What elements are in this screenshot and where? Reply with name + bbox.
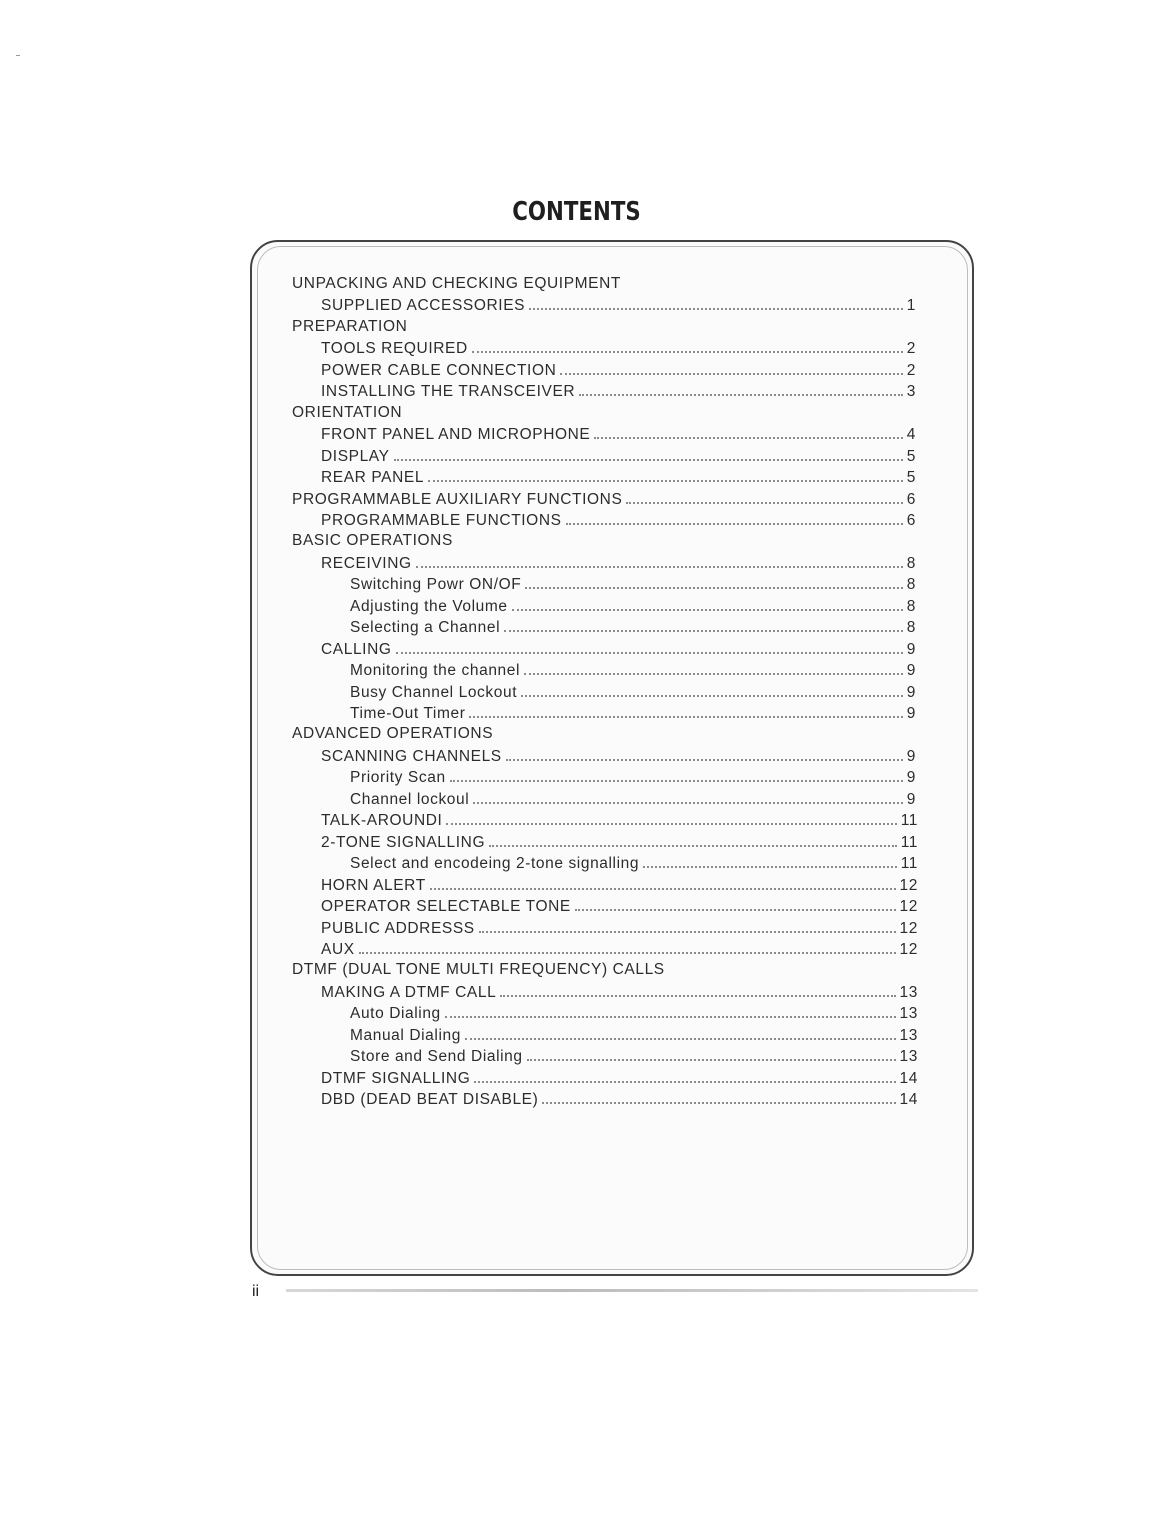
toc-entry-label: UNPACKING AND CHECKING EQUIPMENT [292, 275, 621, 292]
dot-leader [394, 445, 903, 461]
toc-entry-page: 13 [899, 983, 918, 1001]
dot-leader [527, 1045, 896, 1061]
toc-entry-page: 9 [906, 747, 916, 765]
toc-entry [321, 831, 918, 852]
toc-entry [321, 981, 918, 1002]
dot-leader [575, 895, 896, 911]
toc-entry [321, 423, 916, 444]
toc-entry-label: RECEIVING [321, 554, 412, 572]
toc-entry-label: DBD (DEAD BEAT DISABLE) [321, 1091, 539, 1109]
toc-entry [321, 509, 916, 530]
toc-section-heading [292, 273, 621, 294]
toc-entry [350, 852, 918, 873]
toc-entry-label: AUX [321, 940, 355, 958]
toc-entry [292, 488, 916, 509]
toc-entry-page: 12 [899, 919, 918, 937]
toc-entry [321, 809, 918, 830]
dot-leader [525, 573, 902, 589]
dot-leader [521, 681, 903, 697]
dot-leader [428, 466, 903, 482]
toc-section-heading [292, 959, 665, 980]
toc-entry-page: 9 [906, 683, 916, 701]
page-number: ii [252, 1283, 260, 1300]
toc-entry-page: 8 [906, 554, 916, 572]
toc-entry-page: 13 [899, 1048, 918, 1066]
toc-entry-page: 12 [899, 876, 918, 894]
dot-leader [560, 359, 902, 375]
toc-entry-label: ORIENTATION [292, 403, 403, 421]
toc-entry-label: OPERATOR SELECTABLE TONE [321, 898, 571, 916]
dot-leader [594, 423, 902, 439]
dot-leader [465, 1024, 896, 1040]
toc-entry-page: 5 [906, 469, 916, 487]
toc-entry-page: 11 [900, 833, 918, 851]
dot-leader [579, 380, 903, 396]
toc-entry-page: 8 [906, 576, 916, 594]
toc-entry [321, 337, 916, 358]
toc-entry [350, 702, 916, 723]
dot-leader [506, 745, 903, 761]
bottom-rule [286, 1289, 978, 1292]
toc-entry [321, 466, 916, 487]
dot-leader [430, 874, 896, 890]
toc-entry [350, 616, 916, 637]
toc-entry-page: 2 [906, 340, 916, 358]
toc-entry [321, 917, 918, 938]
toc-entry-label: ADVANCED OPERATIONS [292, 725, 494, 743]
dot-leader [529, 294, 903, 310]
toc-entry-label: Monitoring the channel [350, 662, 521, 680]
dot-leader [643, 852, 897, 868]
dot-leader [626, 488, 902, 504]
toc-entry-label: BASIC OPERATIONS [292, 532, 453, 550]
toc-entry-page: 8 [906, 597, 916, 615]
toc-entry [350, 1024, 918, 1045]
toc-entry [321, 1088, 918, 1109]
toc-entry-page: 9 [906, 705, 916, 722]
toc-entry [350, 681, 916, 702]
dot-leader [504, 616, 903, 632]
toc-entry-label: DISPLAY [321, 447, 390, 465]
dot-leader [396, 638, 903, 654]
toc-entry-page: 11 [900, 855, 918, 873]
dot-leader [489, 831, 897, 847]
toc-section-heading [292, 316, 407, 337]
toc-entry [350, 1002, 918, 1023]
toc-entry-page: 14 [899, 1091, 918, 1109]
toc-entry-label: Manual Dialing [350, 1026, 461, 1044]
dot-leader [445, 1002, 896, 1018]
dot-leader [500, 981, 895, 997]
toc-entry-page: 12 [899, 940, 918, 958]
toc-entry-label: SUPPLIED ACCESSORIES [321, 297, 526, 315]
toc-entry [321, 745, 916, 766]
toc-entry-page: 6 [906, 490, 916, 508]
dot-leader [450, 766, 903, 782]
toc-entry-label: INSTALLING THE TRANSCEIVER [321, 383, 576, 401]
toc-entry-label: PUBLIC ADDRESSS [321, 919, 475, 937]
dot-leader [472, 337, 903, 353]
toc-entry-label: DTMF (DUAL TONE MULTI FREQUENCY) CALLS [292, 961, 665, 979]
toc-entry-page: 4 [906, 426, 916, 444]
toc-entry-page: 11 [900, 812, 918, 830]
dot-leader [469, 702, 902, 718]
toc-entry [350, 788, 916, 809]
toc-entry-label: Switching Powr ON/OF [350, 576, 522, 594]
toc-entry-page: 9 [906, 640, 916, 658]
toc-entry [321, 1067, 918, 1088]
dot-leader [446, 809, 896, 825]
dot-leader [479, 917, 896, 933]
toc-entry-page: 12 [899, 898, 918, 916]
dot-leader [512, 595, 903, 611]
toc-entry-label: MAKING A DTMF CALL [321, 983, 497, 1001]
dot-leader [474, 1067, 895, 1083]
toc-entry [321, 552, 916, 573]
toc-entry-label: PREPARATION [292, 317, 408, 335]
toc-entry-page: 13 [899, 1005, 918, 1023]
toc-entry [321, 445, 916, 466]
dot-leader [524, 659, 903, 675]
toc-entry-label: Busy Channel Lockout [350, 683, 518, 701]
toc-entry [321, 294, 916, 315]
toc-entry-label: DTMF SIGNALLING [321, 1069, 471, 1087]
toc-entry-label: Channel lockoul [350, 790, 470, 808]
toc-entry-label: REAR PANEL [321, 469, 425, 487]
toc-entry [321, 938, 918, 959]
toc-entry [350, 1045, 918, 1066]
toc-entry-page: 5 [906, 447, 916, 465]
toc-entry [350, 573, 916, 594]
toc-entry-page: 8 [906, 619, 916, 637]
toc-entry-label: HORN ALERT [321, 876, 426, 894]
toc-entry-page: 2 [906, 361, 916, 379]
toc-entry [321, 359, 916, 380]
toc-entry-label: SCANNING CHANNELS [321, 747, 502, 765]
dot-leader [542, 1088, 895, 1104]
dot-leader [359, 938, 896, 954]
toc-entry-page: 9 [906, 790, 916, 808]
toc-entry [350, 766, 916, 787]
toc-entry-page: 3 [906, 383, 916, 401]
toc-entry-label: TOOLS REQUIRED [321, 340, 468, 358]
toc-entry-label: CALLING [321, 640, 392, 658]
toc-entry-page: 13 [899, 1026, 918, 1044]
toc-entry [321, 895, 918, 916]
toc-entry-label: PROGRAMMABLE AUXILIARY FUNCTIONS [292, 490, 623, 508]
toc-entry-label: FRONT PANEL AND MICROPHONE [321, 426, 591, 444]
dot-leader [416, 552, 903, 568]
toc-entry-label: Auto Dialing [350, 1005, 441, 1023]
toc-entry-label: Priority Scan [350, 769, 446, 787]
toc-entry-label: TALK-AROUNDI [321, 812, 443, 830]
dot-leader [566, 509, 903, 525]
toc-entry-page: 6 [906, 511, 916, 529]
toc-entry-label: Store and Send Dialing [350, 1048, 523, 1066]
toc-entry-page: 9 [906, 662, 916, 680]
toc-entry-label: Adjusting the Volume [350, 597, 508, 615]
toc-entry [350, 659, 916, 680]
toc-entry-label: PROGRAMMABLE FUNCTIONS [321, 511, 562, 529]
toc-entry-label: POWER CABLE CONNECTION [321, 361, 557, 379]
toc-entry-label: Select and encodeing 2-tone signalling [350, 855, 640, 873]
toc-entry-page: 9 [906, 769, 916, 787]
toc-entry [321, 380, 916, 401]
toc-entry-label: 2-TONE SIGNALLING [321, 833, 486, 851]
dot-leader [473, 788, 902, 804]
toc-entry-page: 1 [906, 297, 916, 315]
toc-entry-label: Time-Out Timer [350, 705, 466, 722]
toc-section-heading [292, 530, 453, 551]
toc-entry-label: Selecting a Channel [350, 619, 501, 637]
page-title: CONTENTS [512, 197, 641, 227]
toc-section-heading [292, 723, 493, 744]
toc-entry [350, 595, 916, 616]
toc-entry [321, 638, 916, 659]
toc-entry-page: 14 [899, 1069, 918, 1087]
toc-section-heading [292, 402, 402, 423]
toc-entry [321, 874, 918, 895]
